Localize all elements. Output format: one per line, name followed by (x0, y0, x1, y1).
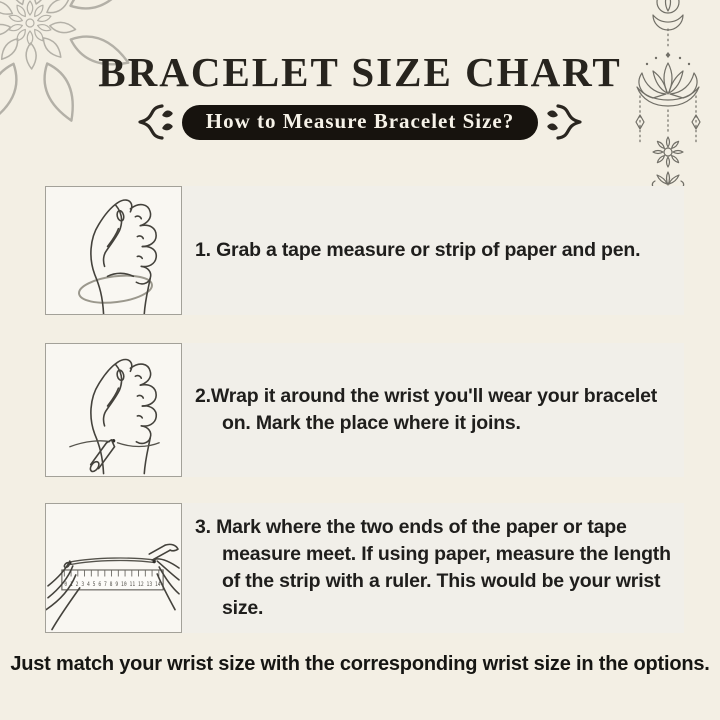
step1-text (195, 237, 684, 264)
step-row-3 (45, 503, 684, 633)
step2-body: Wrap it around the wrist you'll wear your bracelet on. Mark the place where it joins. (210, 385, 658, 434)
step1-illustration-box (45, 186, 182, 315)
right-swash-ornament-icon (547, 102, 589, 142)
step2-number: 2. (195, 385, 211, 407)
ruler-numbers: 0 1 2 3 4 5 6 7 8 9 10 11 12 13 14 (64, 580, 161, 588)
page-title: BRACELET SIZE CHART (98, 49, 622, 95)
step3-body: Mark where the two ends of the paper or tape measure meet. If using paper, measure the length of the strip with a ruler. This would be your wrist size. (216, 516, 671, 619)
how-to-measure-badge: How to Measure Bracelet Size? (182, 105, 539, 140)
footer-note: Just match your wrist size with the corresponding wrist size in the options. (10, 653, 710, 675)
step-row-1 (45, 186, 684, 315)
badge-row (0, 102, 720, 142)
step-row-2 (45, 343, 684, 477)
step1-body: Grab a tape measure or strip of paper and pen. (216, 239, 641, 261)
fist-hand-with-band-illustration (46, 187, 181, 314)
step2-text (195, 383, 684, 437)
left-swash-ornament-icon (131, 102, 173, 142)
step3-number: 3. (195, 516, 217, 538)
step3-illustration-box (45, 503, 182, 633)
hands-holding-ruler-illustration (46, 504, 181, 632)
step3-text (195, 514, 684, 622)
step1-number: 1. (195, 239, 217, 261)
header (0, 0, 720, 142)
fist-hand-pen-marking-illustration (46, 344, 181, 476)
step2-illustration-box (45, 343, 182, 477)
